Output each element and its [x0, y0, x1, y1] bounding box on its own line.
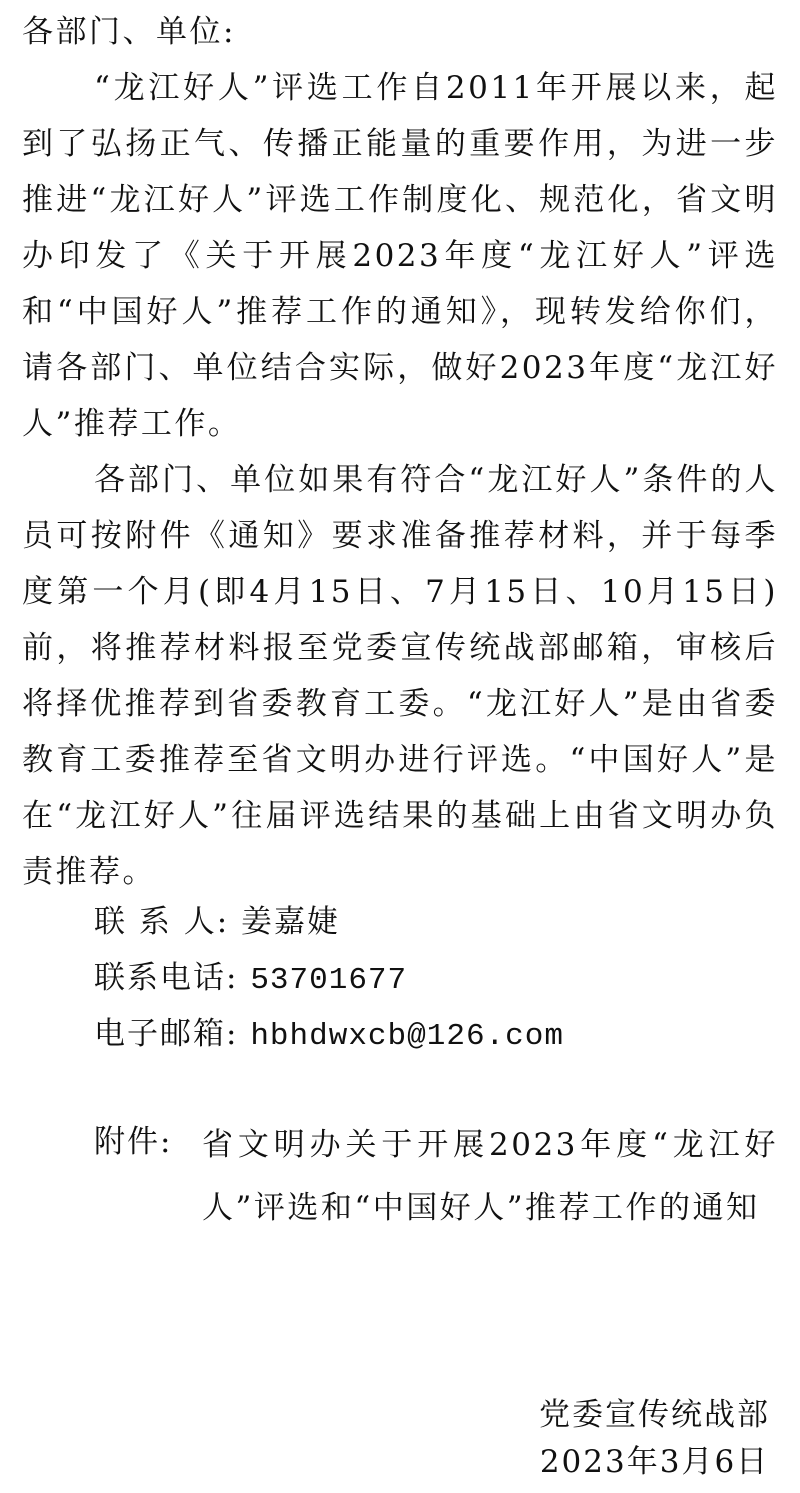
signature-organization: 党委宣传统战部 [539, 1397, 770, 1433]
salutation: 各部门、单位: [22, 14, 236, 50]
contact-email-value: hbhdwxcb@126.com [250, 1019, 564, 1054]
contact-person-value: 姜嘉婕 [241, 904, 341, 940]
contact-email-line [94, 1006, 564, 1065]
contact-email-label: 电子邮箱: [94, 1016, 239, 1052]
attachment-label: 附件: [94, 1124, 173, 1160]
contact-phone-label: 联系电话: [94, 960, 239, 996]
contact-person-label: 联 系 人: [94, 904, 230, 940]
body-paragraph-2: 各部门、单位如果有符合“龙江好人”条件的人员可按附件《通知》要求准备推荐材料，并于每季度第一个月(即4月15日、7月15日、10月15日)前，将推荐材料报至党委宣传统战部邮箱，审核后将择优推荐到省委教育工委。“龙江好人”是由省委教育工委推荐至省文明办进行评选。“中国好人”是在“龙江好人”往届评选结果的基础上由省文明办负责推荐。 [22, 462, 778, 890]
body-paragraph-1: “龙江好人”评选工作自2011年开展以来，起到了弘扬正气、传播正能量的重要作用，为进一步推进“龙江好人”评选工作制度化、规范化，省文明办印发了《关于开展2023年度“龙江好人”评选和“中国好人”推荐工作的通知》，现转发给你们，请各部门、单位结合实际，做好2023年度“龙江好人”推荐工作。 [22, 70, 778, 442]
signature-block [539, 1392, 770, 1486]
contact-phone-line [94, 950, 407, 1009]
signature-date: 2023年3月6日 [539, 1444, 770, 1480]
contact-person-line [94, 894, 340, 950]
attachment-title: 省文明办关于开展2023年度“龙江好人”评选和“中国好人”推荐工作的通知 [202, 1127, 778, 1226]
contact-phone-value: 53701677 [250, 963, 408, 998]
